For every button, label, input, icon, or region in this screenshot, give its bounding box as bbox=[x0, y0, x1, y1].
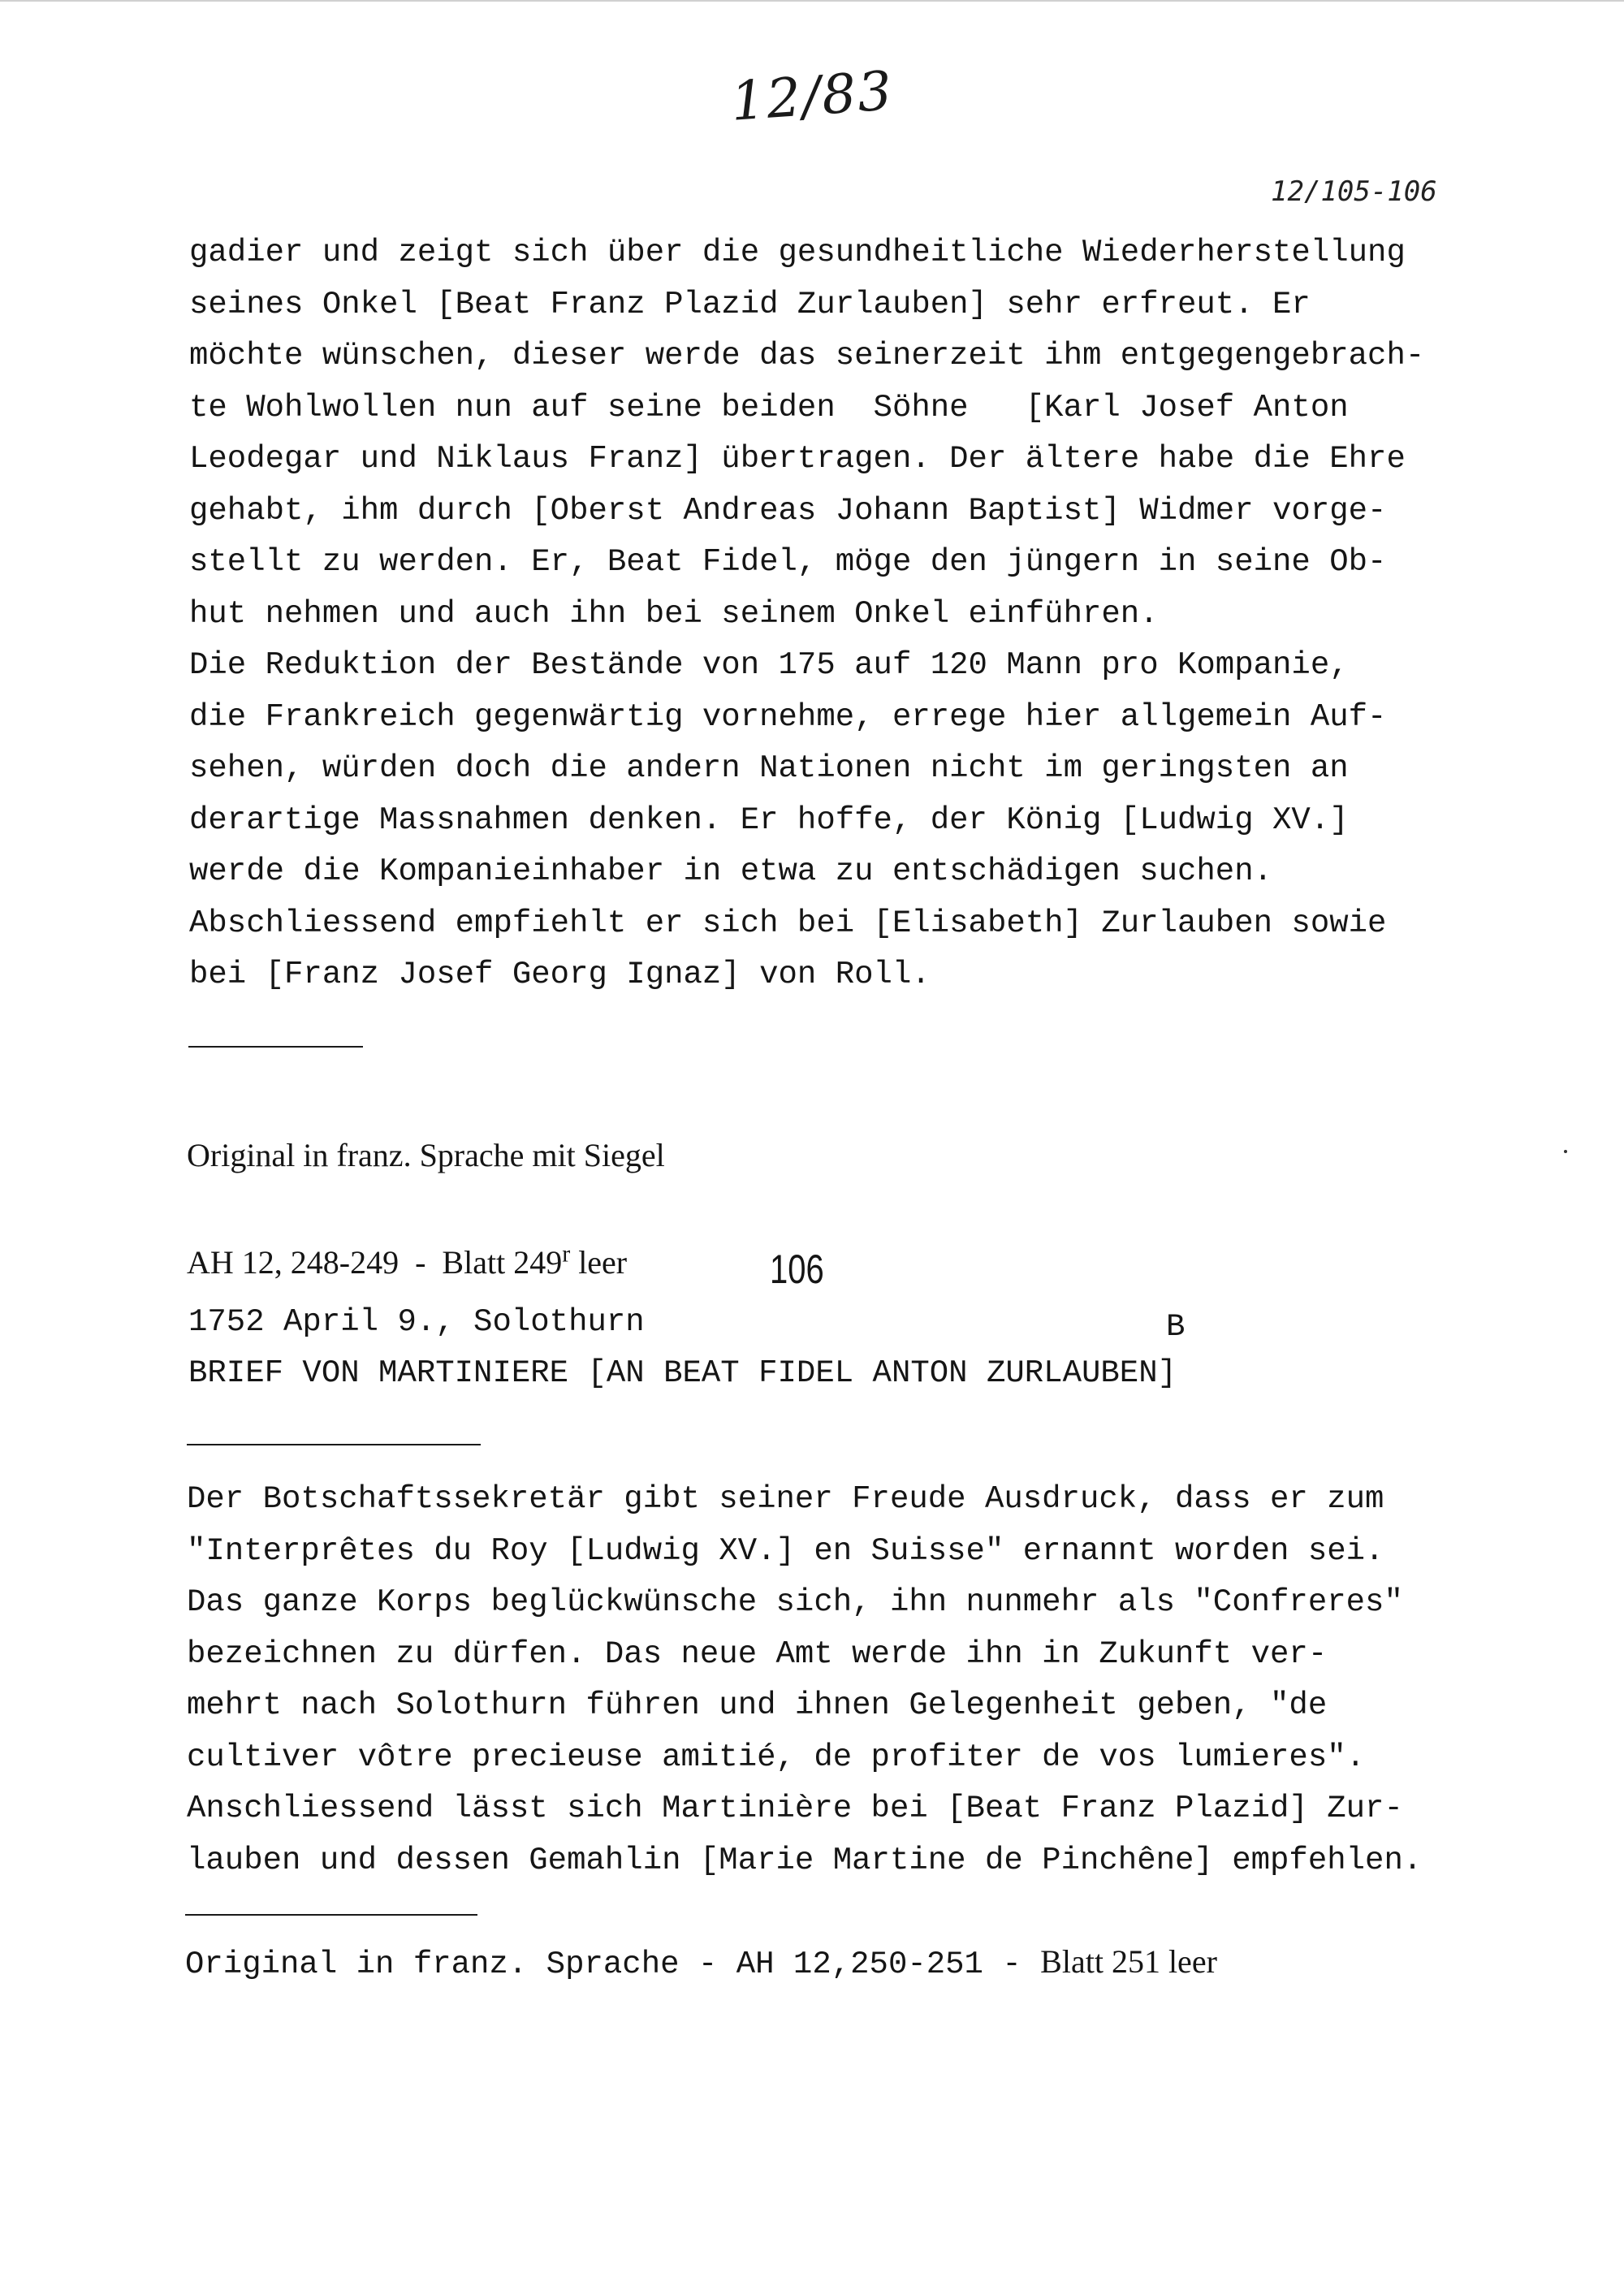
text-line: seines Onkel [Beat Franz Plazid Zurlauben] sehr erfreut. Er bbox=[189, 286, 1311, 322]
text-line: gadier und zeigt sich über die gesundheitliche Wiederherstellung bbox=[189, 235, 1406, 270]
text-line: Anschliessend lässt sich Martinière bei [Beat Franz Plazid] Zur- bbox=[187, 1791, 1403, 1826]
text-line: die Frankreich gegenwärtig vornehme, errege hier allgemein Auf- bbox=[189, 698, 1387, 735]
text-line: te Wohlwollen nun auf seine beiden Söhne [Karl Josef Anton bbox=[189, 389, 1349, 426]
document-number: 106 bbox=[770, 1247, 824, 1292]
text-line: Abschliessend empfiehlt er sich bei [Elisabeth] Zurlauben sowie bbox=[189, 905, 1387, 941]
text-line: Der Botschaftssekretär gibt seiner Freude Ausdruck, dass er zum bbox=[187, 1481, 1384, 1517]
title-divider bbox=[187, 1444, 481, 1445]
text-line: bezeichnen zu dürfen. Das neue Amt werde ihn in Zukunft ver- bbox=[187, 1635, 1328, 1672]
text-line: werde die Kompanieinhaber in etwa zu entschädigen suchen. bbox=[189, 853, 1273, 889]
text-line: hut nehmen und auch ihn bei seinem Onkel einführen. bbox=[189, 595, 1159, 632]
text-line: stellt zu werden. Er, Beat Fidel, möge den jüngern in seine Ob- bbox=[189, 544, 1387, 580]
text-line: möchte wünschen, dieser werde das seinerzeit ihm entgegengebrach- bbox=[189, 338, 1425, 374]
footer-divider bbox=[185, 1914, 477, 1916]
text-line: Leodegar und Niklaus Franz] übertragen. Der ältere habe die Ehre bbox=[189, 441, 1406, 477]
text-line: Das ganze Korps beglückwünsche sich, ihn nunmehr als "Confreres" bbox=[187, 1584, 1403, 1620]
source-note-line: Original in franz. Sprache mit Siegel bbox=[187, 1137, 665, 1173]
handwritten-archive-mark: 12/83 bbox=[728, 59, 896, 133]
source-note-line bbox=[187, 1240, 665, 1281]
text-line: lauben und dessen Gemahlin [Marie Martine de Pinchêne] empfehlen. bbox=[187, 1842, 1423, 1878]
source-note-suffix: leer bbox=[570, 1244, 628, 1281]
footer-source-suffix: Blatt 251 leer bbox=[1040, 1943, 1217, 1980]
footnote-divider bbox=[188, 1046, 363, 1048]
text-line: gehabt, ihm durch [Oberst Andreas Johann Baptist] Widmer vorge- bbox=[189, 492, 1387, 529]
text-line: sehen, würden doch die andern Nationen nicht im geringsten an bbox=[189, 750, 1349, 786]
text-line: cultiver vôtre precieuse amitié, de profiter de vos lumieres". bbox=[187, 1739, 1366, 1775]
document-title: BRIEF VON MARTINIERE [AN BEAT FIDEL ANTON ZURLAUBEN] bbox=[188, 1355, 1177, 1391]
text-line: bei [Franz Josef Georg Ignaz] von Roll. bbox=[189, 957, 931, 992]
summary-text bbox=[187, 1474, 1502, 1886]
superscript: r bbox=[562, 1240, 571, 1268]
scan-speck bbox=[1564, 1150, 1567, 1153]
footer-source-note bbox=[185, 1942, 1217, 1982]
text-line: mehrt nach Solothurn führen und ihnen Gelegenheit geben, "de bbox=[187, 1687, 1328, 1723]
date-place: 1752 April 9., Solothurn bbox=[188, 1304, 645, 1340]
text-line: "Interprêtes du Roy [Ludwig XV.] en Suisse" ernannt worden sei. bbox=[187, 1532, 1384, 1569]
text-line: derartige Massnahmen denken. Er hoffe, der König [Ludwig XV.] bbox=[189, 802, 1349, 838]
document-type-code: B bbox=[1166, 1309, 1186, 1345]
source-note-ref: AH 12, 248-249 - Blatt 249 bbox=[187, 1244, 563, 1281]
page-reference: 12/105-106 bbox=[1271, 175, 1437, 208]
text-line: Die Reduktion der Bestände von 175 auf 120 Mann pro Kompanie, bbox=[189, 647, 1349, 683]
footer-source-ref: Original in franz. Sprache - AH 12,250-251 - bbox=[185, 1946, 1041, 1982]
continuation-text bbox=[189, 227, 1488, 1001]
